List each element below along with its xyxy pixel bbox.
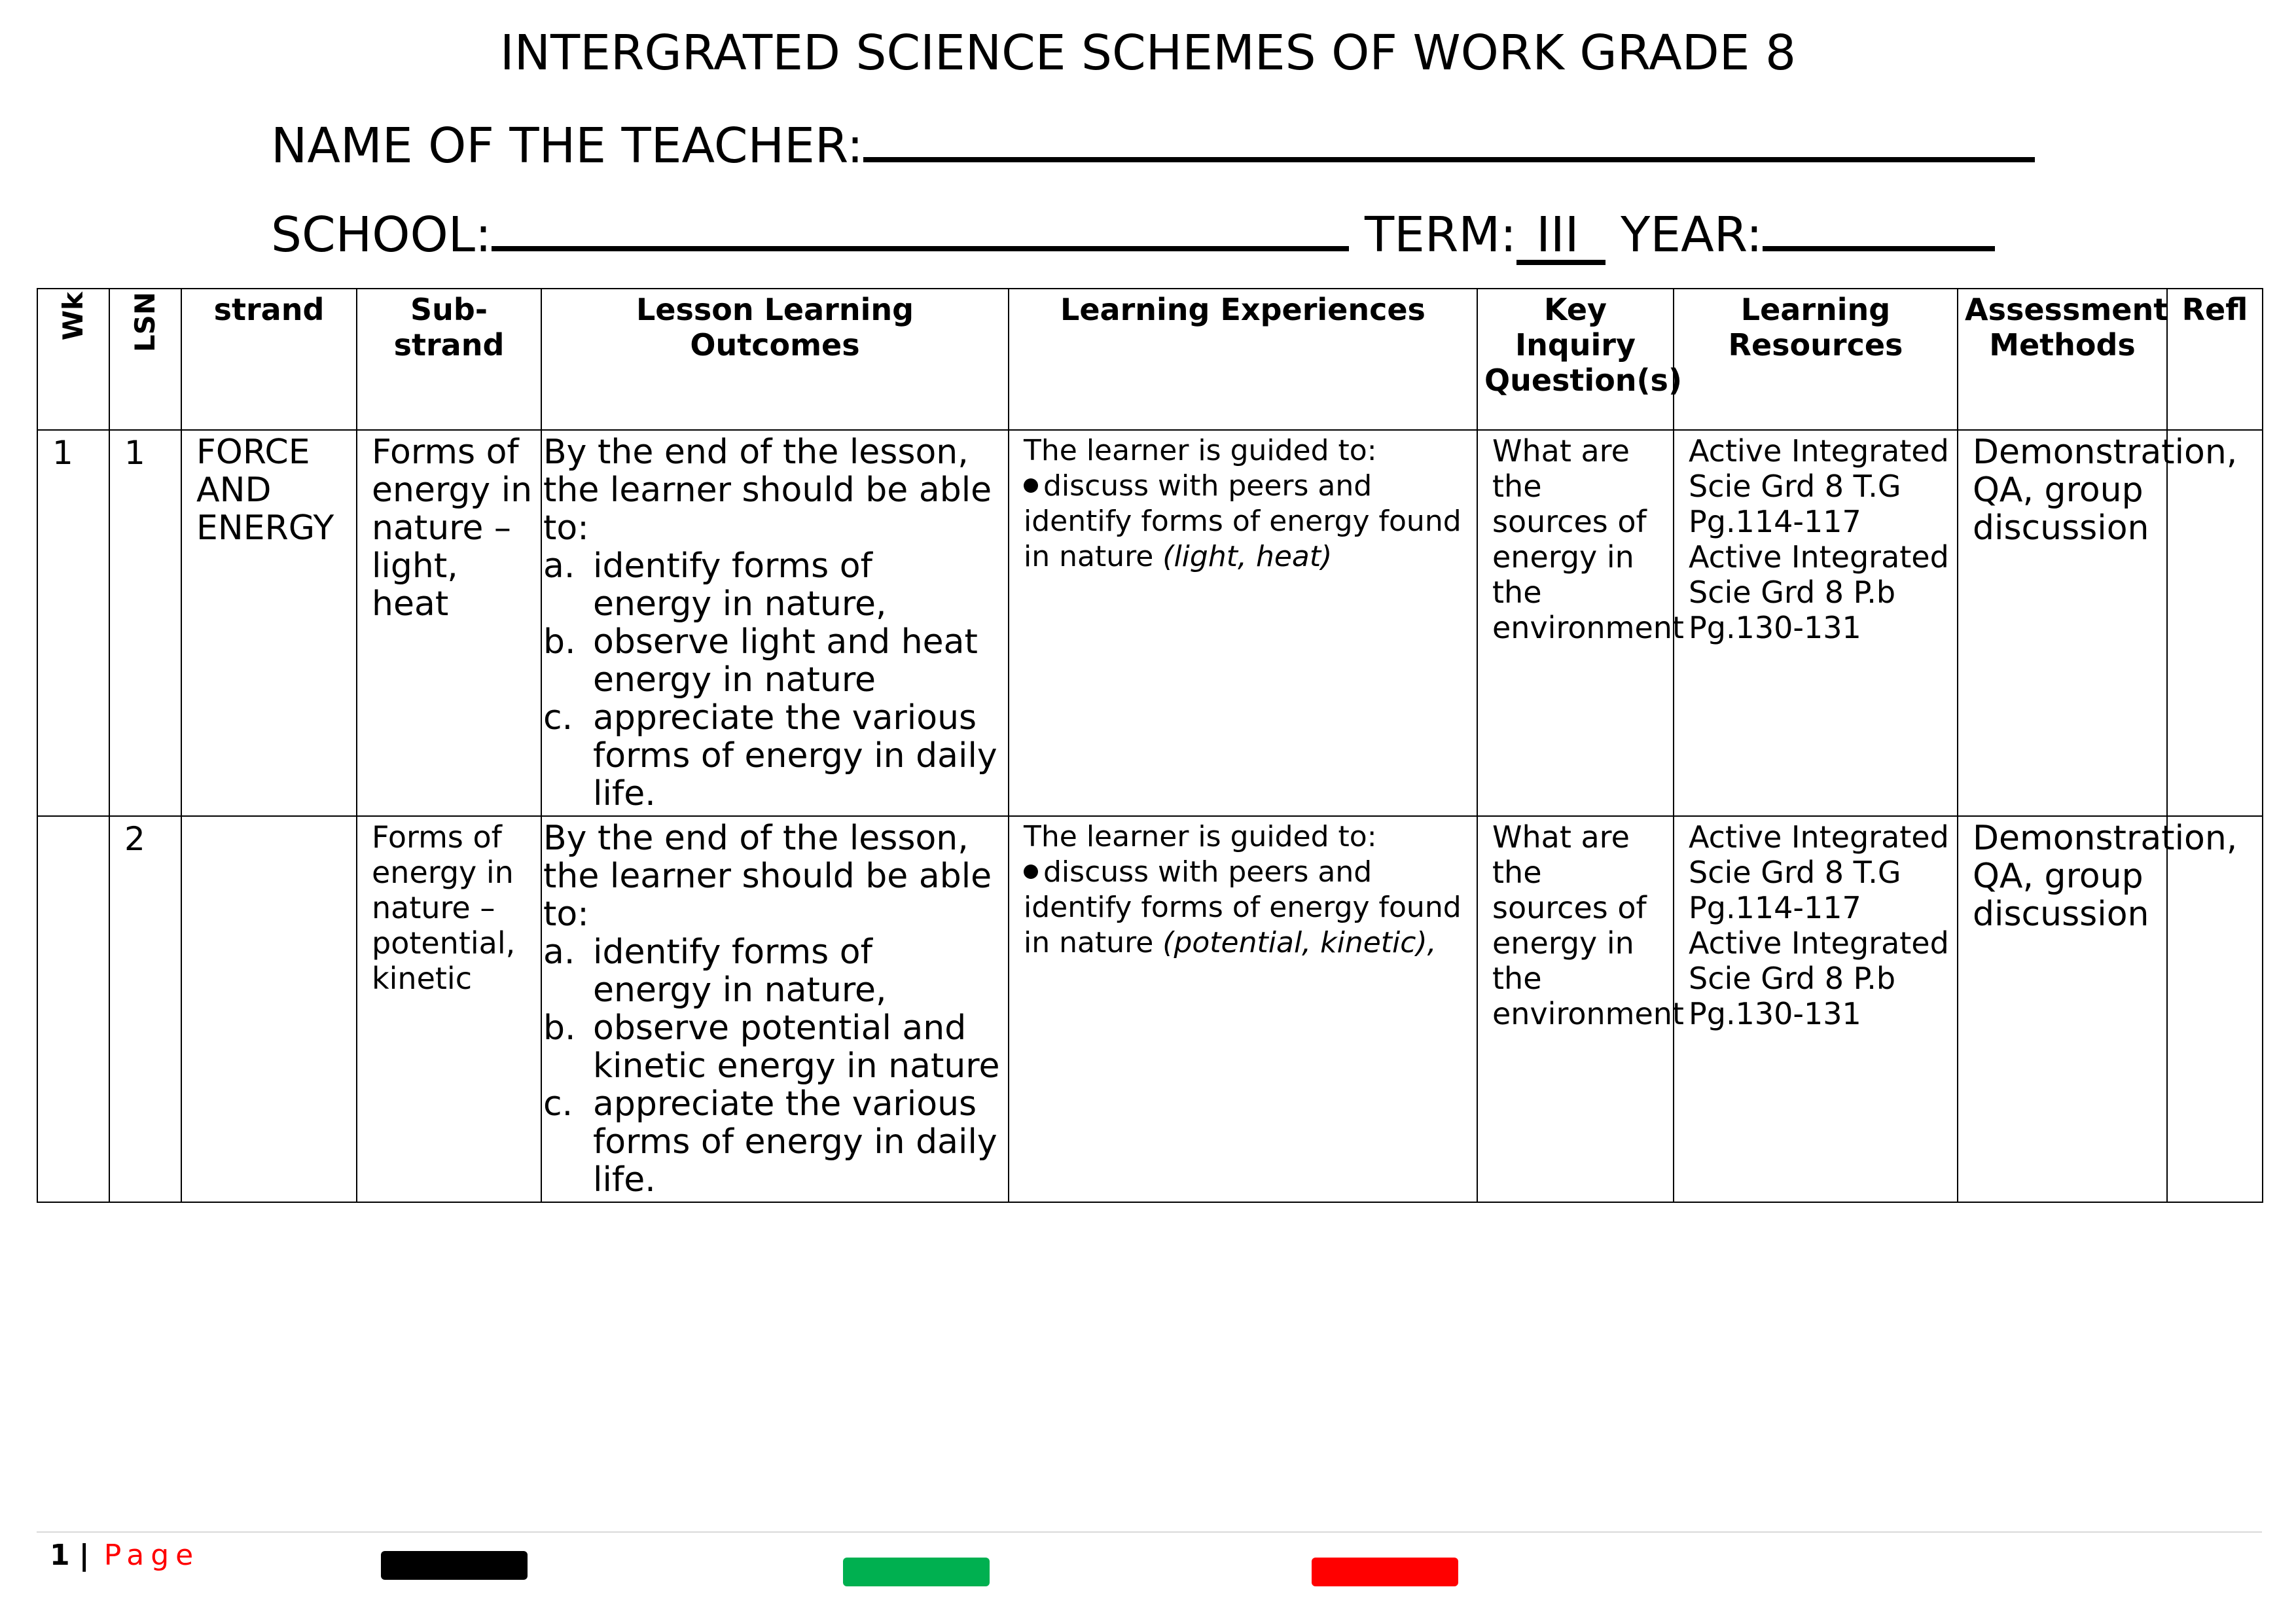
- col-header-strand: strand: [181, 289, 357, 430]
- outcomes-cell: [541, 430, 1009, 816]
- outcomes-cell: [541, 816, 1009, 1202]
- scheme-of-work-table: [37, 288, 2263, 1203]
- sub-strand-cell: Forms of energy in nature – light, heat: [357, 430, 541, 816]
- outcome-text: appreciate the various forms of energy in daily life.: [593, 698, 997, 813]
- sub-strand-cell: Forms of energy in nature – potential, kinetic: [357, 816, 541, 1202]
- year-label: YEAR:: [1621, 207, 1763, 263]
- list-item: [543, 1009, 1001, 1085]
- resources-cell: [1674, 816, 1958, 1202]
- col-header-assessment: Assessment Methods: [1958, 289, 2167, 430]
- page-separator: |: [79, 1539, 90, 1572]
- col-header-experiences: Learning Experiences: [1009, 289, 1477, 430]
- experience-text: discuss with peers and identify forms of energy found in nature: [1024, 855, 1462, 959]
- col-header-sub-strand: Sub-strand: [357, 289, 541, 430]
- list-item: [543, 933, 1001, 1009]
- teacher-name-blank: [863, 111, 2035, 162]
- teacher-label: NAME OF THE TEACHER:: [271, 118, 863, 174]
- experience-intro: The learner is guided to:: [1024, 434, 1377, 467]
- resources-cell: [1674, 430, 1958, 816]
- experience-item: [1024, 855, 1470, 961]
- col-header-key-questions: Key Inquiry Question(s): [1477, 289, 1674, 430]
- black-color-bar: [381, 1551, 528, 1580]
- bullet-icon: [1024, 478, 1038, 493]
- list-marker: b.: [543, 622, 576, 662]
- list-item: [543, 1085, 1001, 1199]
- bullet-icon: [1024, 865, 1038, 879]
- reflection-cell: [2167, 430, 2263, 816]
- experience-examples: (light, heat): [1162, 540, 1333, 573]
- list-marker: c.: [543, 1084, 573, 1124]
- col-header-outcomes: Lesson Learning Outcomes: [541, 289, 1009, 430]
- key-question-cell: What are the sources of energy in the environment: [1477, 816, 1674, 1202]
- school-blank: [492, 200, 1349, 251]
- red-color-bar: [1312, 1558, 1458, 1586]
- table-row: [37, 430, 2263, 816]
- page-label: Page: [103, 1539, 200, 1572]
- assessment-cell: Demonstration, QA, group discussion: [1958, 430, 2167, 816]
- document-title: INTERGRATED SCIENCE SCHEMES OF WORK GRADE 8: [499, 25, 1797, 81]
- outcomes-intro: By the end of the lesson, the learner should be able to:: [543, 433, 992, 548]
- table-header-row: [37, 289, 2263, 430]
- list-item: [543, 623, 1001, 699]
- outcome-text: observe potential and kinetic energy in nature: [593, 1008, 1000, 1086]
- lesson-cell: 2: [109, 816, 181, 1202]
- term-label: TERM:: [1364, 207, 1517, 263]
- list-marker: a.: [543, 933, 575, 972]
- outcome-text: identify forms of energy in nature,: [593, 933, 887, 1010]
- key-question-cell: What are the sources of energy in the environment: [1477, 430, 1674, 816]
- footer-divider: [37, 1531, 2262, 1533]
- col-header-wk: Wk: [37, 289, 109, 430]
- col-header-resources: Learning Resources: [1674, 289, 1958, 430]
- experiences-cell: [1009, 430, 1477, 816]
- week-cell: 1: [37, 430, 109, 816]
- week-cell: [37, 816, 109, 1202]
- experiences-cell: [1009, 816, 1477, 1202]
- page-footer: [50, 1538, 200, 1573]
- list-marker: c.: [543, 698, 573, 738]
- list-marker: a.: [543, 546, 575, 586]
- resource-item: Active Integrated Scie Grd 8 T.G Pg.114-117: [1689, 819, 1949, 925]
- strand-cell: FORCE AND ENERGY: [181, 430, 357, 816]
- col-header-reflection: Refl: [2167, 289, 2263, 430]
- outcomes-list: [543, 547, 1001, 813]
- outcome-text: observe light and heat energy in nature: [593, 622, 978, 700]
- outcome-text: identify forms of energy in nature,: [593, 546, 887, 624]
- term-value: III: [1516, 210, 1605, 265]
- list-item: [543, 547, 1001, 623]
- strand-cell: [181, 816, 357, 1202]
- outcomes-intro: By the end of the lesson, the learner should be able to:: [543, 819, 992, 934]
- experience-intro: The learner is guided to:: [1024, 820, 1377, 853]
- school-term-year-line: [271, 200, 1995, 265]
- experience-item: [1024, 469, 1470, 575]
- table-row: [37, 816, 2263, 1202]
- resource-item: Active Integrated Scie Grd 8 P.b Pg.130-131: [1689, 925, 1949, 1031]
- year-blank: [1763, 200, 1995, 251]
- page-number: 1: [50, 1539, 70, 1572]
- list-marker: b.: [543, 1008, 576, 1048]
- teacher-name-line: [271, 111, 2035, 175]
- lesson-cell: 1: [109, 430, 181, 816]
- reflection-cell: [2167, 816, 2263, 1202]
- resource-item: Active Integrated Scie Grd 8 T.G Pg.114-117: [1689, 433, 1949, 539]
- experience-text: discuss with peers and identify forms of energy found in nature: [1024, 469, 1462, 573]
- outcomes-list: [543, 933, 1001, 1199]
- resource-item: Active Integrated Scie Grd 8 P.b Pg.130-131: [1689, 539, 1949, 645]
- school-label: SCHOOL:: [271, 207, 492, 263]
- col-header-lsn: LSN: [109, 289, 181, 430]
- outcome-text: appreciate the various forms of energy in daily life.: [593, 1084, 997, 1200]
- experience-examples: (potential, kinetic),: [1162, 926, 1437, 959]
- assessment-cell: Demonstration, QA, group discussion: [1958, 816, 2167, 1202]
- list-item: [543, 699, 1001, 813]
- green-color-bar: [843, 1558, 990, 1586]
